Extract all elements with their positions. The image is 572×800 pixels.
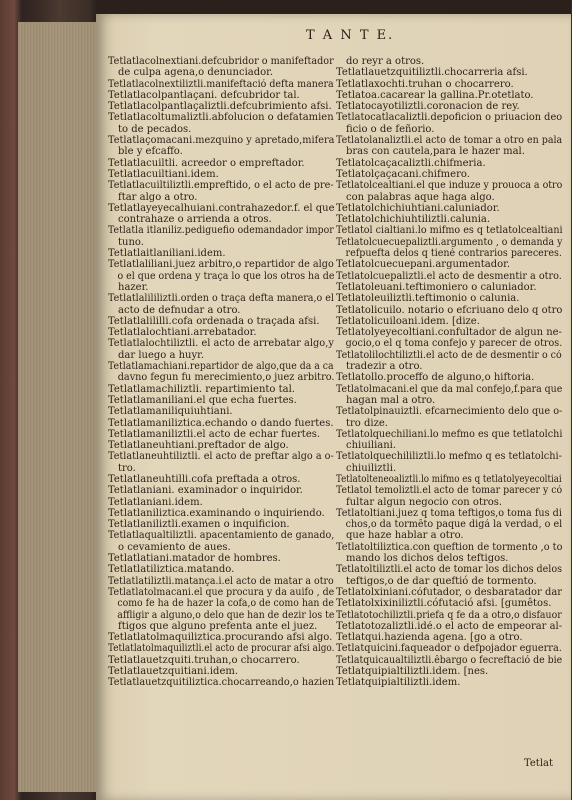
dictionary-line: Tetlatlauetzquitiani.idem. [108,666,239,678]
dictionary-line: Tetlatolanaliztli.el acto de tomar a otro en pala [336,135,563,147]
dictionary-line: Tetlatol cialtiani.lo mifmo es q tetlatolcealtiani [336,225,563,237]
dictionary-line: Tetlatlalochtiani.arrebatador. [108,327,257,339]
dictionary-line: Tetlatoleuiliztli.teftimonio o calunia. [336,293,520,305]
dictionary-line: Tetlatolicuilo. notario o efcriuano delo q otro [336,304,563,316]
dictionary-line: Tetlatlaneuhtiani.preftador de algo. [108,440,289,452]
dictionary-line: con palabras aque haga algo. [346,191,495,203]
dictionary-line: refpuefta delos q tiené contrarios pareceres. [345,248,562,260]
dictionary-line: Tetlatlacolnextiliztli.manifeftació defta manera [108,78,334,90]
dictionary-line: Tetlatlauetzquitiliztica.chocarreando,o hazien [108,677,335,689]
dictionary-line: Tetlatquipialtiliztli.idem. [336,677,461,689]
dictionary-line: Tetlatquicaualtiliztli.êbargo o fecreftació de bie [336,654,563,666]
dictionary-line: Tetlatoleuani.teftimoniero o caluniador. [336,281,537,293]
dictionary-line: do reyr a otros. [346,56,425,67]
dictionary-line: Tetlatolteneoaliztli.lo mifmo es q tetlatolyeyecoltiai [336,473,562,485]
dictionary-line: Tetlatlatolmaquiliztica.procurando afsi algo. [108,632,333,644]
dictionary-line: Tetlatolxiniani.cófutador, o desbaratador dar [336,586,563,598]
dictionary-line: Tetlatqui.hazienda agena. [go a otro. [336,632,523,644]
dictionary-line: Tetlatotochiliztli.priefa q fe da a otro,o disfauor [336,609,562,621]
dictionary-line: Tetlatlaniani. examinador o inquiridor. [108,485,303,497]
dictionary-line: Tetlatoa.cacarear la gallina.Pr.otetlato. [336,89,534,101]
dictionary-line: Tetlatocayotiliztli.coronacion de rey. [336,101,520,113]
dictionary-line: Tetlatolcuecuepaliztli.argumento , o demanda y [336,236,563,248]
dictionary-line: davno fegun fu merecimiento,o juez arbitro. [117,372,335,384]
dictionary-line: ftar algo a otro. [118,191,198,203]
dictionary-line: Tetlatlalililiztli.orden o traça defta manera,o el [108,293,334,305]
dictionary-line: fultar algun negocio con otros. [346,496,503,508]
dictionary-line: Tetlatolchichiuhtiani.caluniador. [336,202,500,214]
dictionary-line: contrahaze o arrienda a otros. [118,214,272,226]
dictionary-line: Tetlatlaniani.idem. [108,496,203,508]
dictionary-line: Tetlatotozaliztli.idé.o el acto de empeorar al- [336,620,563,632]
dictionary-line: Tetlatoltiliztica.con queftion de tormento ,o to [336,541,563,553]
running-head: T A N T E. [306,28,395,43]
dictionary-line: Tetlatlamaniliani.el que echa fuertes. [108,394,297,406]
dictionary-line: Tetlatlauetzquitiliztli.chocarreria afsi. [336,67,528,79]
dictionary-line: Tetlatlayeyecalhuiani.contrahazedor.f. el que [108,202,335,214]
dictionary-line: Tetlatolilochtiliztli.el acto de de desmentir o có [336,349,562,361]
dictionary-line: Tetlatolicuiloani.idem. [dize. [336,315,480,327]
dictionary-line: o cevamiento de aues. [118,541,231,553]
dictionary-line: teftigos,o de dar queftió de tormento. [346,575,537,587]
dictionary-line: Tetlatlamaniliquiuhtiani. [108,406,233,418]
dictionary-line: chiuiliani. [346,440,397,452]
dictionary-line: Tetlatolçaçacani.chifmero. [336,168,470,180]
dictionary-line: Tetlatolquechiliani.lo mefmo es que tetlatolchi [336,428,563,440]
dictionary-line: hazer. [118,281,149,293]
dictionary-line: Tetlatlacuiltli. acreedor o empreftador. [108,157,305,169]
dictionary-line: Tetlatlaneuhtiliztli. el acto de preftar algo a o- [108,451,334,463]
dictionary-line: Tetlatolcaçacaliztli.chifmeria. [336,157,486,169]
dictionary-line: Tetlatquicini.faqueador o defpojador eguerra. [336,643,562,655]
dictionary-line: mando los dichos delos teftigos. [346,553,509,565]
dictionary-line: de culpa agena,o denunciador. [118,67,274,79]
dictionary-line: como fe ha de hazer la cofa,o de como han de [117,598,334,610]
dictionary-line: o el que ordena y traça lo que los otros ha de [117,270,335,282]
dictionary-line: Tetlatlauetzquiti.truhan,o chocarrero. [108,654,300,666]
dictionary-line: Tetlatlatiliztica.matando. [108,564,235,576]
dictionary-line: Tetlatlatolmaquiliztli.el acto de procurar afsi algo. [108,643,335,655]
dictionary-line: Tetlatolpinauiztli. efcarnecimiento delo que o- [336,406,563,418]
dictionary-line: gocio,o el q toma confejo y parecer de otros. [345,338,563,350]
right-column [336,56,562,689]
dictionary-line: Tetlatlacolpantlaçani. defcubridor tal. [108,89,300,101]
dictionary-line: ftigos que alguno prefenta ante el juez. [118,620,318,632]
dictionary-line: Tetlatquipialtiliztli.idem. [nes. [336,666,489,678]
dictionary-line: Tetlatlatolmacani.el que procura y da auifo , de [108,586,335,598]
dictionary-line: Tetlatlacuiltiliztli.empreftido, o el acto de pre- [108,180,334,192]
dictionary-line: Tetlatlamachiani.repartidor de algo,que da a ca [108,361,334,373]
dictionary-line: Tetlatlaxochti.truhan o chocarrero. [336,78,514,90]
page-edges [18,22,100,792]
dictionary-line: chos,o da tormêto paque digá la verdad, o el [345,519,563,531]
dictionary-line: Tetlatollo.proceffo de alguno,o hiftoria. [336,372,535,384]
dictionary-line: que haze hablar a otro. [346,530,464,542]
dictionary-line: Tetlatlacuiltiani.idem. [108,168,219,180]
book-page [96,14,571,800]
dictionary-line: tuno. [118,236,144,248]
dictionary-line: Tetlatlaliliani.juez arbitro,o repartidor de algo [108,259,334,271]
dictionary-line: Tetlatlaneuhtilli.cofa preftada a otros. [108,473,301,485]
dictionary-line: Tetlatlacoltumaliztli.abfolucion o defatamien [108,112,334,124]
dictionary-line: Tetlatlacolnextiani.defcubridor o manifeftador [108,56,334,67]
dictionary-line: Tetlatocatlacaliztli.depoficion o priuacion deo [336,112,563,124]
dictionary-line: Tetlatolcealtiani.el que induze y prouoca a otro [336,180,563,192]
dictionary-line: Tetlatolchichiuhtiliztli.calunia. [336,214,491,226]
dictionary-line: Tetlatla itlaniliz.pediguefio odemandador impor [108,225,334,237]
dictionary-line: bras con cautela,para le hazer mal. [346,146,525,158]
dictionary-line: Tetlatolyeyecoltiani.confultador de algun ne- [336,327,562,339]
dictionary-line: Tetlatolquechililiztli.lo mefmo q es tetlatolchi- [336,451,562,463]
dictionary-line: Tetlatlaniliztica.examinando o inquiriendo. [108,507,325,519]
dictionary-line: ble y efcaffo. [118,146,183,158]
dictionary-line: Tetlatlaitlaniliani.idem. [108,248,226,260]
dictionary-line: hagan mal a otro. [346,394,436,406]
dictionary-line: Tetlatlaçomacani.mezquino y apretado,mifera [108,135,335,147]
dictionary-line: Tetlatol temoliztli.el acto de tomar parecer y có [336,485,563,497]
dictionary-line: Tetlatlatiani.matador de hombres. [108,553,281,565]
dictionary-line: Tetlatlamaniliztli.el acto de echar fuertes. [108,428,321,440]
dictionary-line: Tetlatoltiani.juez q toma teftigos,o toma fus di [336,507,562,519]
dictionary-line: Tetlatlaniliztli.examen o inquificion. [108,519,290,531]
dictionary-line: tro dize. [346,417,388,429]
dictionary-line: to de pecados. [118,123,192,135]
dictionary-line: tradezir a otro. [346,361,423,373]
dictionary-line: tro. [118,462,136,474]
dictionary-line: Tetlatlatiliztli.matança.i.el acto de matar a otro [108,575,334,587]
dictionary-line: Tetlatlamachiliztli. repartimiento tal. [108,383,295,395]
dictionary-line: Tetlatoltiliztli.el acto de tomar los dichos delos [336,564,562,576]
dictionary-line: chiuiliztli. [346,462,397,474]
catchword: Tetlat [524,758,554,769]
dictionary-line: ficio o de feñorio. [346,123,435,135]
dictionary-line: Tetlatlamaniliztica.echando o dando fuertes. [108,417,334,429]
dictionary-line: Tetlatolcuecuepani.argumentador. [336,259,511,271]
dictionary-line: dar luego a huyr. [118,349,205,361]
dictionary-line: Tetlatolxixiniliztli.cófutació afsi. [gumêtos. [336,598,552,610]
dictionary-line: acto de defnudar a otro. [118,304,241,316]
dictionary-line: affligir a alguno,o delo que han de dezir los te [117,609,335,621]
left-column [108,56,334,689]
dictionary-line: Tetlatlaqualtiliztli. apacentamiento de ganado, [108,530,335,542]
dictionary-line: Tetlatlacolpantlaçaliztli.defcubrimiento afsi. [108,101,332,113]
dictionary-line: Tetlatolcuepaliztli.el acto de desmentir a otro. [336,270,562,282]
dictionary-line: Tetlatlalililli.cofa ordenada o traçada afsi. [108,315,320,327]
dictionary-line: Tetlatlalochtiliztli. el acto de arrebatar algo,y [108,338,334,350]
dictionary-line: Tetlatolmacani.el que da mal confejo,f.para que [336,383,563,395]
